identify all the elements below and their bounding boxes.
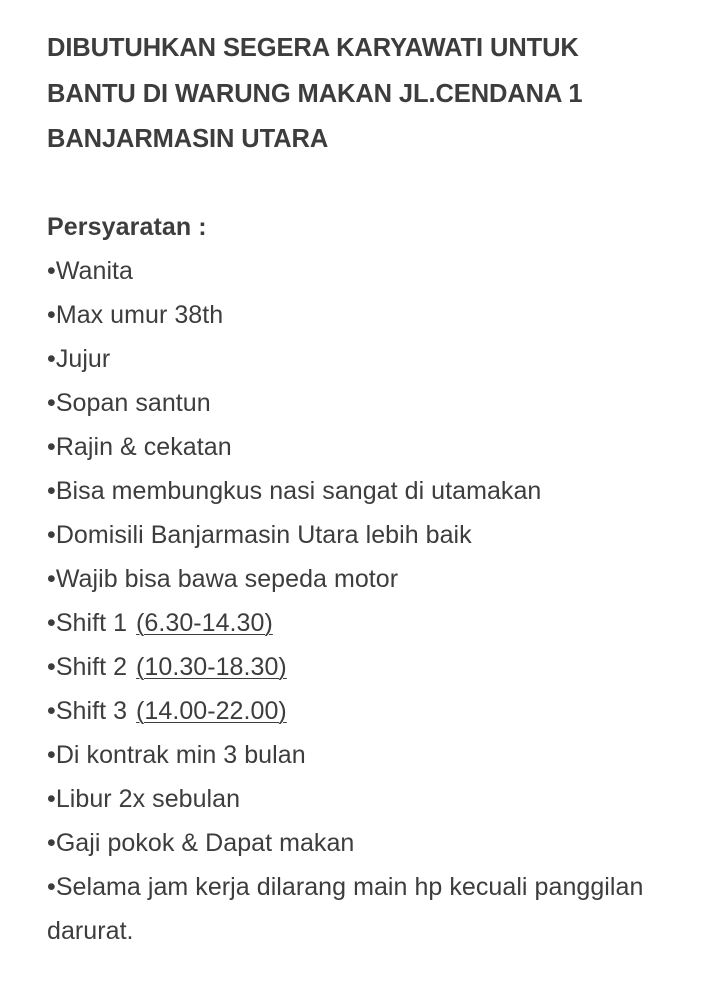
list-item-label: Libur 2x sebulan (55, 785, 241, 813)
bullet-glyph: • (47, 301, 56, 329)
bullet-glyph: • (47, 829, 56, 857)
shift-label: Shift 2 (55, 653, 128, 681)
list-item (47, 821, 667, 865)
requirements-list (47, 249, 667, 953)
bullet-glyph: • (47, 653, 56, 681)
bullet-glyph: • (47, 345, 56, 373)
list-item (47, 249, 667, 293)
list-item-label: Selama jam kerja dilarang main hp kecuali panggilan darurat. (47, 873, 644, 945)
shift-label: Shift 1 (55, 609, 128, 637)
list-item-label: Wanita (55, 257, 133, 285)
list-item (47, 513, 667, 557)
list-item (47, 557, 667, 601)
list-item (47, 777, 667, 821)
list-item-label: Wajib bisa bawa sepeda motor (55, 565, 399, 593)
list-item-label: Di kontrak min 3 bulan (55, 741, 306, 769)
bullet-glyph: • (47, 477, 56, 505)
shift-label: Shift 3 (55, 697, 128, 725)
bullet-glyph: • (47, 609, 56, 637)
requirements-section (47, 205, 667, 953)
list-item-shift-1 (47, 601, 667, 645)
bullet-glyph: • (47, 785, 56, 813)
bullet-glyph: • (47, 741, 56, 769)
list-item (47, 293, 667, 337)
bullet-glyph: • (47, 433, 56, 461)
list-item (47, 337, 667, 381)
list-item-label: Jujur (55, 345, 111, 373)
list-item (47, 733, 667, 777)
list-item-label: Domisili Banjarmasin Utara lebih baik (55, 521, 472, 549)
list-item (47, 425, 667, 469)
list-item-label: Bisa membungkus nasi sangat di utamakan (55, 477, 542, 505)
list-item-label: Rajin & cekatan (55, 433, 232, 461)
shift-time-link[interactable]: (10.30-18.30) (136, 653, 287, 681)
page-title: DIBUTUHKAN SEGERA KARYAWATI UNTUK BANTU DI WARUNG MAKAN JL.CENDANA 1 BANJARMASIN UTARA (47, 34, 583, 153)
shift-time-link[interactable]: (6.30-14.30) (136, 609, 273, 637)
bullet-glyph: • (47, 389, 56, 417)
list-item-label: Sopan santun (55, 389, 211, 417)
list-item-shift-2 (47, 645, 667, 689)
bullet-glyph: • (47, 257, 56, 285)
list-item (47, 865, 667, 953)
list-item (47, 469, 667, 513)
requirements-heading: Persyaratan : (47, 213, 207, 241)
list-item (47, 381, 667, 425)
shift-time-link[interactable]: (14.00-22.00) (136, 697, 287, 725)
bullet-glyph: • (47, 521, 56, 549)
list-item-label: Max umur 38th (55, 301, 224, 329)
bullet-glyph: • (47, 565, 56, 593)
bullet-glyph: • (47, 697, 56, 725)
bullet-glyph: • (47, 873, 56, 901)
list-item-label: Gaji pokok & Dapat makan (55, 829, 355, 857)
list-item-shift-3 (47, 689, 667, 733)
